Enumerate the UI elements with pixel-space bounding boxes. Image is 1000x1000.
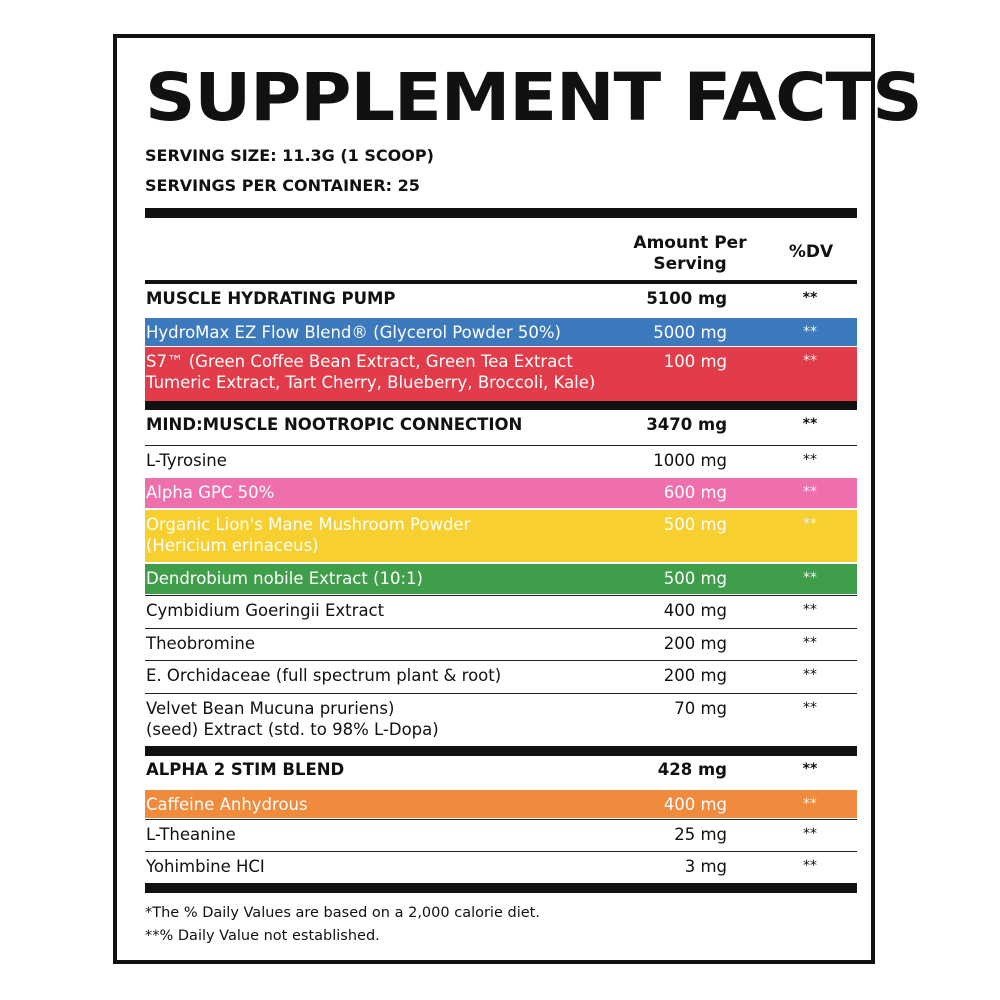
column-header-amount-line2: Serving <box>653 254 727 274</box>
ingredient-dv: ** <box>803 858 817 874</box>
ingredient-name: MIND:MUSCLE NOOTROPIC CONNECTION <box>146 415 523 434</box>
ingredient-amount: 400 mg <box>663 795 727 814</box>
ingredient-row <box>145 660 857 693</box>
ingredient-amount: 5100 mg <box>646 289 727 308</box>
ingredient-dv: ** <box>803 826 817 842</box>
ingredient-name: Velvet Bean Mucuna pruriens) (seed) Extract (std. to 98% L-Dopa) <box>146 699 439 739</box>
ingredient-dv: ** <box>803 484 817 500</box>
ingredient-name: Organic Lion's Mane Mushroom Powder (Hericium erinaceus) <box>146 515 471 555</box>
ingredient-dv: ** <box>802 290 818 306</box>
ingredient-name: S7™ (Green Coffee Bean Extract, Green Tea Extract Tumeric Extract, Tart Cherry, Blueberry, Broccoli, Kale) <box>146 352 596 392</box>
ingredient-dv: ** <box>803 602 817 618</box>
ingredient-name: Theobromine <box>146 634 256 653</box>
footnote-daily-values: *The % Daily Values are based on a 2,000 calorie diet. <box>145 905 540 921</box>
ingredient-row <box>145 564 857 594</box>
ingredient-dv: ** <box>803 635 817 651</box>
ingredient-amount: 5000 mg <box>653 323 727 342</box>
blend-header-row <box>145 410 857 444</box>
ingredient-name: Yohimbine HCI <box>146 857 265 876</box>
serving-size: SERVING SIZE: 11.3G (1 SCOOP) <box>145 146 434 165</box>
ingredient-amount: 428 mg <box>657 760 727 779</box>
ingredient-amount: 25 mg <box>674 825 727 844</box>
ingredient-dv: ** <box>802 761 818 777</box>
ingredient-name: MUSCLE HYDRATING PUMP <box>146 289 396 308</box>
ingredient-name: ALPHA 2 STIM BLEND <box>146 760 345 779</box>
ingredient-dv: ** <box>803 667 817 683</box>
ingredient-dv: ** <box>803 570 817 586</box>
ingredient-row <box>145 347 857 401</box>
ingredient-amount: 400 mg <box>663 601 727 620</box>
ingredient-amount: 500 mg <box>663 569 727 588</box>
blend-header-row <box>145 755 857 788</box>
column-header-amount-line1: Amount Per <box>633 233 747 253</box>
divider-bar-top <box>145 208 857 218</box>
ingredient-dv: ** <box>803 700 817 716</box>
ingredient-amount: 1000 mg <box>653 451 727 470</box>
ingredient-row <box>145 478 857 508</box>
servings-per-container: SERVINGS PER CONTAINER: 25 <box>145 176 420 195</box>
ingredient-row <box>145 510 857 562</box>
column-header-dv: %DV <box>788 242 834 262</box>
supplement-facts-panel <box>113 34 922 964</box>
ingredient-name: L-Tyrosine <box>146 451 227 470</box>
ingredient-dv: ** <box>803 324 817 340</box>
ingredient-name: L-Theanine <box>146 825 236 844</box>
ingredient-amount: 200 mg <box>663 666 727 685</box>
ingredient-name: E. Orchidaceae (full spectrum plant & root) <box>146 666 502 685</box>
ingredient-dv: ** <box>802 416 818 432</box>
ingredient-amount: 100 mg <box>663 352 727 371</box>
ingredient-amount: 600 mg <box>663 483 727 502</box>
ingredient-dv: ** <box>803 452 817 468</box>
ingredient-row <box>145 445 857 476</box>
ingredient-amount: 500 mg <box>663 515 727 534</box>
footnote-not-established: **% Daily Value not established. <box>145 928 380 944</box>
ingredient-row <box>145 851 857 881</box>
ingredient-amount: 3 mg <box>684 857 727 876</box>
divider-bar-bottom <box>145 883 857 893</box>
ingredient-row <box>145 595 857 627</box>
ingredient-dv: ** <box>803 796 817 812</box>
divider-bar-section <box>145 400 857 410</box>
ingredient-row <box>145 819 857 851</box>
ingredient-dv: ** <box>803 353 817 369</box>
ingredient-row <box>145 693 857 747</box>
ingredient-amount: 70 mg <box>674 699 727 718</box>
panel-title: SUPPLEMENT FACTS <box>145 59 922 136</box>
blend-header-row <box>145 284 857 316</box>
ingredient-name: Cymbidium Goeringii Extract <box>146 601 385 620</box>
ingredient-amount: 3470 mg <box>646 415 727 434</box>
ingredient-name: Caffeine Anhydrous <box>146 795 308 814</box>
column-header-amount <box>620 233 760 275</box>
ingredient-amount: 200 mg <box>663 634 727 653</box>
ingredient-dv: ** <box>803 516 817 532</box>
ingredient-name: HydroMax EZ Flow Blend® (Glycerol Powder 50%) <box>146 323 561 342</box>
ingredient-row <box>145 318 857 346</box>
ingredient-row <box>145 790 857 818</box>
ingredient-name: Alpha GPC 50% <box>146 483 275 502</box>
ingredient-row <box>145 628 857 660</box>
ingredient-name: Dendrobium nobile Extract (10:1) <box>146 569 423 588</box>
